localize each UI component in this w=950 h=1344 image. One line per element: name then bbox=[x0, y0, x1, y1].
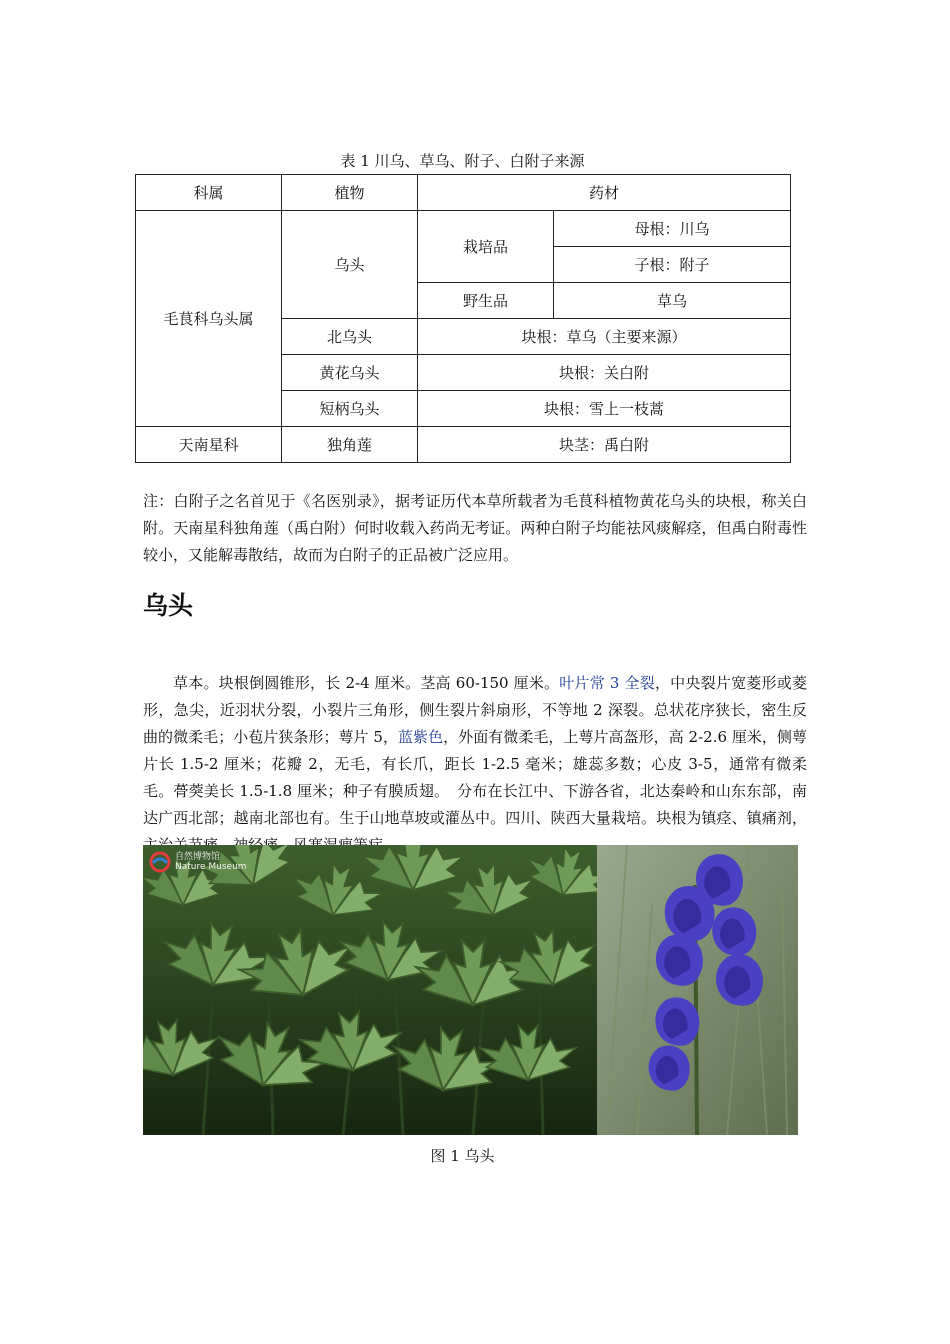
watermark-cn: 自然博物馆 bbox=[175, 852, 221, 862]
drug-cell: 块根：雪上一枝蒿 bbox=[418, 391, 791, 427]
description-text: 草本。块根倒圆锥形，长 2-4 厘米。茎高 60-150 厘米。 bbox=[173, 674, 560, 692]
flower-photo bbox=[597, 845, 798, 1135]
source-table bbox=[135, 174, 791, 463]
watermark bbox=[149, 851, 247, 873]
plant-description bbox=[143, 670, 807, 859]
header-family: 科属 bbox=[136, 175, 282, 211]
flower-image bbox=[597, 845, 798, 1135]
table-header-row bbox=[136, 175, 791, 211]
figure-caption: 图 1 乌头 bbox=[430, 1147, 495, 1165]
plant-wutou: 乌头 bbox=[282, 211, 418, 319]
table-caption: 表 1 川乌、草乌、附子、白附子来源 bbox=[340, 152, 585, 170]
plant-cell: 黄花乌头 bbox=[282, 355, 418, 391]
header-drug: 药材 bbox=[418, 175, 791, 211]
table-row bbox=[136, 211, 791, 247]
family-araceae: 天南星科 bbox=[136, 427, 282, 463]
drug-cell: 块茎：禹白附 bbox=[418, 427, 791, 463]
leaf-image bbox=[143, 845, 597, 1135]
plant-cell: 短柄乌头 bbox=[282, 391, 418, 427]
wild-label: 野生品 bbox=[418, 283, 554, 319]
table-note: 注：白附子之名首见于《名医别录》，据考证历代本草所载者为毛茛科植物黄花乌头的块根，称关白附。天南星科独角莲（禹白附）何时收载入药尚无考证。两种白附子均能祛风痰解痉，但禹白附毒性较小，又能解毒散结，故而为白附子的正品被广泛应用。 bbox=[143, 492, 807, 564]
family-ranunculaceae: 毛茛科乌头属 bbox=[136, 211, 282, 427]
section-title: 乌头 bbox=[143, 591, 194, 620]
description-text: ，外面有微柔毛，上萼片高盔形，高 2-2.6 厘米，侧萼片长 1.5-2 厘米；花瓣 2，无毛，有长爪，距长 1-2.5 毫米；雄蕊多数；心皮 3-5，通常有微柔毛。蓇葖美长 1.5-1.8 厘米；种子有膜质翅。 分布在长江中、下游各省，北达秦岭和山东东部，南达广西北部；越南北部也有。生于山地草坡或灌丛中。四川、陕西大量栽培。块根为镇痉、镇痛剂， bbox=[143, 728, 807, 827]
description-highlight: 叶片常 3 全裂 bbox=[559, 674, 655, 692]
watermark-logo-icon bbox=[149, 851, 171, 873]
cultivated-label: 栽培品 bbox=[418, 211, 554, 283]
drug-cell: 块根：关白附 bbox=[418, 355, 791, 391]
description-highlight: 蓝紫色 bbox=[398, 728, 444, 746]
description-text: ，中央裂片宽菱形或菱形，急尖，近羽状分裂，小裂片三角形，侧生裂片斜扇形，不等地 2 深裂。总状花序狭长，密生反曲的微柔毛；小苞片狭条形；萼片 5， bbox=[143, 674, 807, 746]
plant-cell: 独角莲 bbox=[282, 427, 418, 463]
daughter-root: 子根：附子 bbox=[554, 247, 791, 283]
header-plant: 植物 bbox=[282, 175, 418, 211]
wild-drug: 草乌 bbox=[554, 283, 791, 319]
watermark-en: Nature Museum bbox=[175, 862, 247, 872]
leaf-photo bbox=[143, 845, 597, 1135]
mother-root: 母根：川乌 bbox=[554, 211, 791, 247]
plant-cell: 北乌头 bbox=[282, 319, 418, 355]
drug-cell: 块根：草乌（主要来源） bbox=[418, 319, 791, 355]
table-row bbox=[136, 427, 791, 463]
